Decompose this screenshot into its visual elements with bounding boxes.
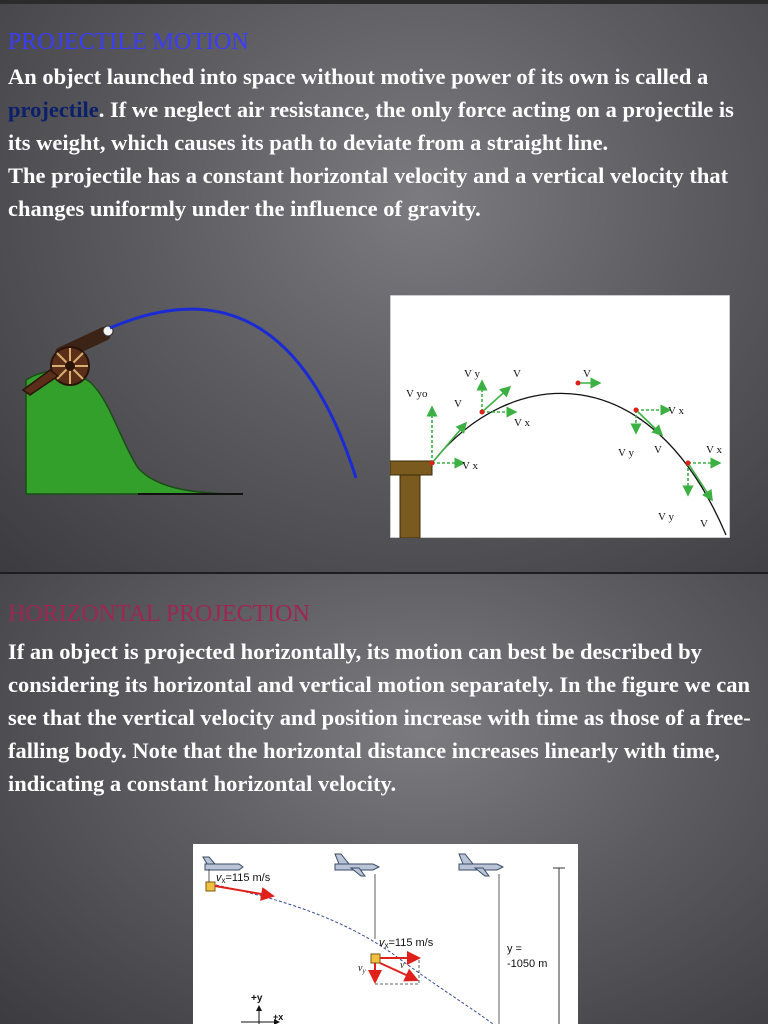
label-y-height: y =	[507, 943, 522, 955]
slide-title-projectile-motion: PROJECTILE MOTION	[8, 29, 249, 55]
para-text: The projectile has a constant horizontal velocity and a vertical velocity that changes uniformly under the influence of gravity.	[8, 163, 729, 221]
svg-text:vx=115 m/s: vx=115 m/s	[216, 872, 271, 885]
label-vy: V y	[618, 447, 634, 459]
velocity-components-diagram	[390, 295, 730, 538]
cannon-figure	[18, 300, 368, 500]
package	[371, 954, 380, 963]
paragraph-horizontal-projection: If an object is projected horizontally, its motion can best be described by considering its horizontal and vertical motion separately. In the figure we can see that the vertical velocity and position increase with time as those of a free-falling body. Note that the horizontal distance increases linearly with time, indicating a constant horizontal velocity.	[8, 639, 751, 796]
svg-text:vx=115 m/s: vx=115 m/s	[379, 937, 434, 950]
paragraph-projectile-definition	[8, 60, 760, 225]
label-vx: V x	[668, 405, 684, 417]
axis-label-x: +x	[273, 1012, 284, 1022]
label-vy: V y	[658, 511, 674, 523]
axis-label-y: +y	[251, 993, 263, 1004]
package	[206, 882, 215, 891]
label-v: V	[700, 518, 708, 530]
para-text: An object launched into space without motive power of its own is called a	[8, 64, 709, 89]
label-v: V	[583, 368, 591, 380]
svg-text:v: v	[400, 960, 405, 971]
launch-table	[390, 461, 432, 475]
label-vyo: V yo	[406, 388, 428, 400]
label-vx: V x	[706, 444, 722, 456]
label-v: V	[513, 368, 521, 380]
label-vy: V y	[464, 368, 480, 380]
top-bar	[0, 0, 768, 4]
trajectory-curve	[110, 309, 356, 478]
cannon-icon	[23, 325, 112, 395]
label-vx: V x	[462, 460, 478, 472]
label-v: V	[454, 398, 462, 410]
hill-shape	[26, 371, 243, 494]
para-text: . If we neglect air resistance, the only force acting on a projectile is its weight, which causes its path to deviate from a straight line.	[8, 97, 734, 155]
slide-title-horizontal-projection: HORIZONTAL PROJECTION	[8, 601, 310, 627]
airplane-drop-figure	[193, 844, 578, 1024]
svg-text:vy: $v_y$	[358, 963, 366, 975]
label-vx: V x	[514, 417, 530, 429]
label-y-value: -1050 m	[507, 958, 548, 970]
label-v: V	[654, 444, 662, 456]
keyword-projectile: projectile	[8, 97, 99, 122]
